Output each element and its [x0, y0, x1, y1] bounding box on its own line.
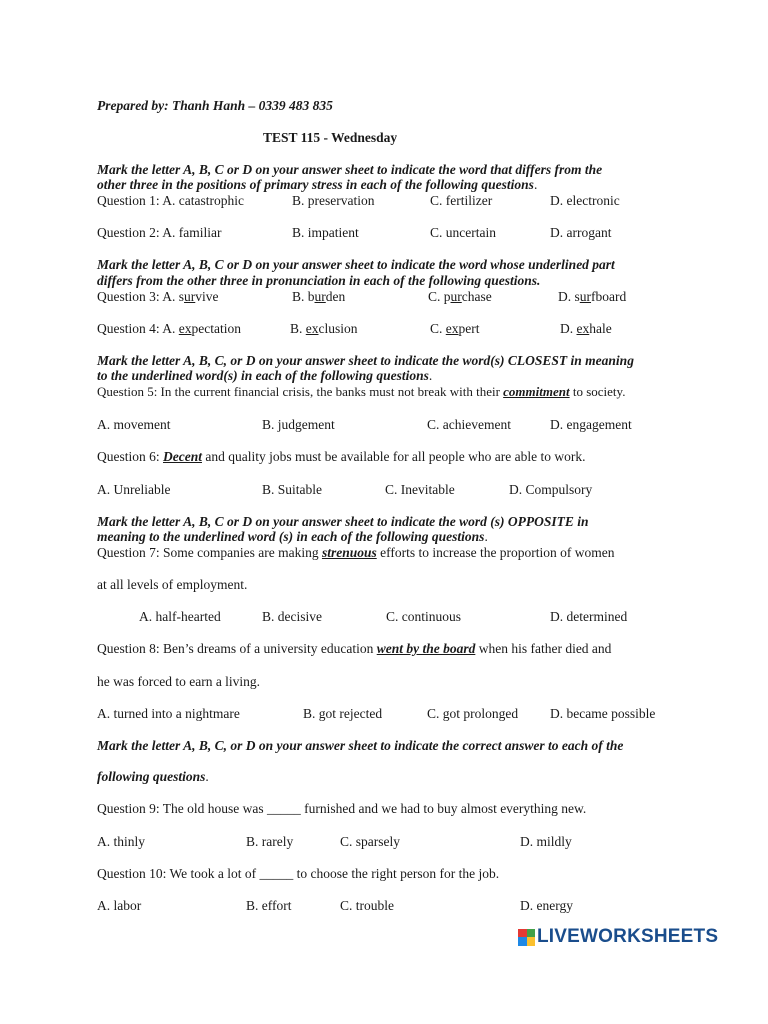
section3-instruction-line1: Mark the letter A, B, C, or D on your answer sheet to indicate the word(s) CLOSEST in meaning	[97, 353, 634, 368]
q3-option-a: Question 3: A. survive	[97, 289, 219, 304]
q1-option-b: B. preservation	[292, 193, 375, 208]
section1-instruction-line2: other three in the positions of primary stress in each of the following questions.	[97, 177, 538, 192]
q8-option-c: C. got prolonged	[427, 706, 519, 721]
test-title: TEST 115 - Wednesday	[263, 130, 398, 145]
q4-option-a: Question 4: A. expectation	[97, 321, 241, 336]
section5-instruction-line1: Mark the letter A, B, C, or D on your answer sheet to indicate the correct answer to each of the	[97, 738, 624, 753]
q1-option-d: D. electronic	[550, 193, 620, 208]
q9-stem: Question 9: The old house was _____ furnished and we had to buy almost everything new.	[97, 801, 587, 816]
q10-option-c: C. trouble	[340, 898, 394, 913]
q9-option-a: A. thinly	[97, 834, 146, 849]
q4-option-c: C. expert	[430, 321, 480, 336]
q2-option-d: D. arrogant	[550, 225, 612, 240]
q9-option-b: B. rarely	[246, 834, 294, 849]
q10-option-d: D. energy	[520, 898, 573, 913]
q5-option-c: C. achievement	[427, 417, 511, 432]
q4-option-b: B. exclusion	[290, 321, 358, 336]
q7-option-b: B. decisive	[262, 609, 322, 624]
section1-instruction-line1: Mark the letter A, B, C or D on your answer sheet to indicate the word that differs from the	[97, 162, 603, 177]
liveworksheets-logo	[518, 926, 718, 948]
q8-stem: Question 8: Ben’s dreams of a university education went by the board when his father died and	[97, 641, 612, 656]
q7-stem-line2: at all levels of employment.	[97, 577, 248, 592]
q3-option-d: D. surfboard	[558, 289, 627, 304]
section4-instruction-line2: meaning to the underlined word (s) in each of the following questions.	[97, 529, 488, 544]
q7-option-c: C. continuous	[386, 609, 462, 624]
q6-option-c: C. Inevitable	[385, 482, 455, 497]
section3-instruction-line2: to the underlined word(s) in each of the following questions.	[97, 368, 433, 383]
q1-label: Question 1: A. catastrophic	[97, 193, 244, 208]
q6-stem: Question 6: Decent and quality jobs must be available for all people who are able to work.	[97, 449, 586, 464]
q2-option-c: C. uncertain	[430, 225, 496, 240]
section4-instruction-line1: Mark the letter A, B, C or D on your answer sheet to indicate the word (s) OPPOSITE in	[97, 514, 589, 529]
q7-option-d: D. determined	[550, 609, 628, 624]
q3-option-c: C. purchase	[428, 289, 492, 304]
q6-option-d: D. Compulsory	[509, 482, 593, 497]
section5-instruction-line2: following questions.	[97, 769, 209, 784]
q8-option-b: B. got rejected	[303, 706, 383, 721]
q7-stem: Question 7: Some companies are making strenuous efforts to increase the proportion of women	[97, 545, 615, 560]
q10-option-b: B. effort	[246, 898, 292, 913]
q6-keyword: Decent	[163, 449, 202, 464]
q1-option-c: C. fertilizer	[430, 193, 493, 208]
logo-square-3	[518, 937, 527, 946]
q5-option-b: B. judgement	[262, 417, 335, 432]
logo-square-1	[518, 929, 527, 938]
q9-option-d: D. mildly	[520, 834, 572, 849]
q7-keyword: strenuous	[321, 545, 377, 560]
q10-stem: Question 10: We took a lot of _____ to choose the right person for the job.	[97, 866, 500, 881]
q5-option-a: A. movement	[97, 417, 171, 432]
q8-option-d: D. became possible	[550, 706, 656, 721]
q6-option-a: A. Unreliable	[97, 482, 171, 497]
section2-instruction-line2: differs from the other three in pronunciation in each of the following questions.	[97, 273, 541, 288]
q7-option-a: A. half-hearted	[139, 609, 221, 624]
logo-square-4	[527, 937, 536, 946]
q5-stem: Question 5: In the current financial crisis, the banks must not break with their commitment to society.	[97, 384, 626, 399]
q9-option-c: C. sparsely	[340, 834, 400, 849]
q3-option-b: B. burden	[292, 289, 346, 304]
q10-option-a: A. labor	[97, 898, 142, 913]
q5-keyword: commitment	[503, 384, 570, 399]
q8-stem-line2: he was forced to earn a living.	[97, 674, 261, 689]
liveworksheets-logo-icon	[518, 929, 535, 946]
q4-option-d: D. exhale	[560, 321, 612, 336]
q2-label: Question 2: A. familiar	[97, 225, 222, 240]
q6-option-b: B. Suitable	[262, 482, 322, 497]
q2-option-b: B. impatient	[292, 225, 359, 240]
q8-option-a: A. turned into a nightmare	[97, 706, 240, 721]
q8-keyword: went by the board	[376, 641, 476, 656]
prepared-by: Prepared by: Thanh Hanh – 0339 483 835	[97, 98, 333, 113]
logo-square-2	[527, 929, 536, 938]
q5-option-d: D. engagement	[550, 417, 632, 432]
logo-text: LIVEWORKSHEETS	[537, 926, 719, 947]
section2-instruction-line1: Mark the letter A, B, C or D on your answer sheet to indicate the word whose underlined part	[97, 257, 615, 272]
